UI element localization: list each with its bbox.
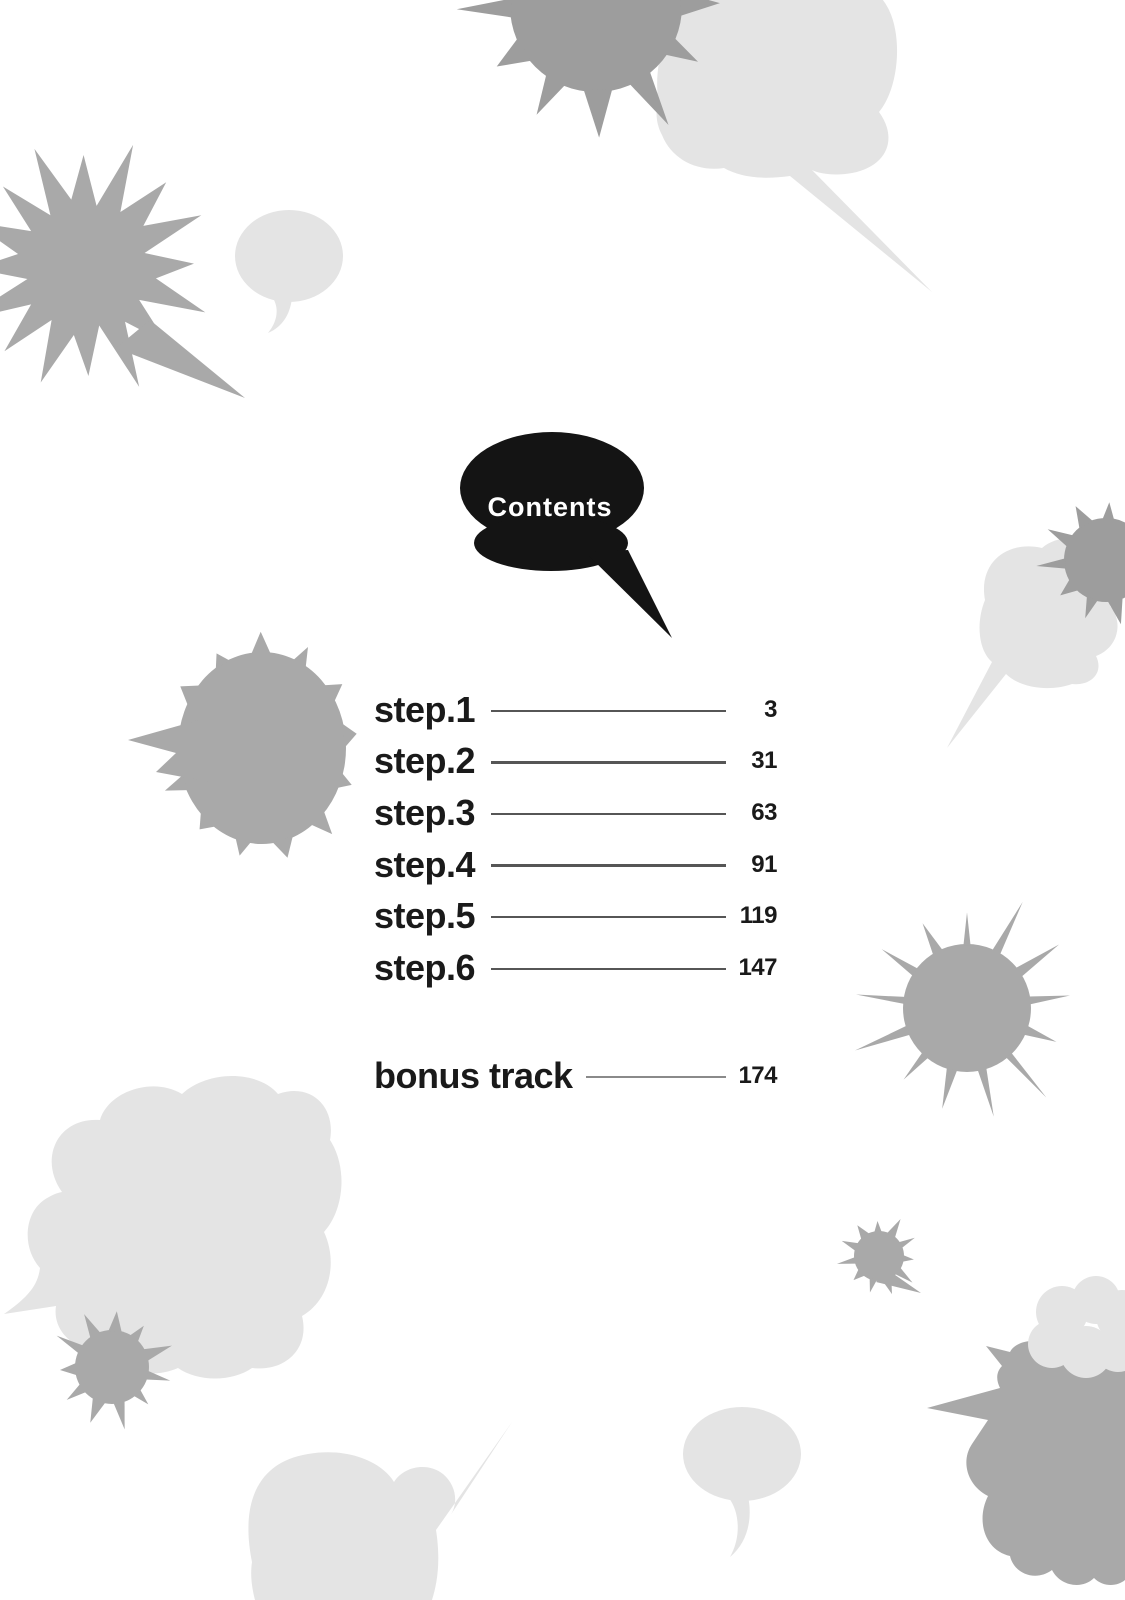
sun-burst-right-shape [855,902,1070,1117]
toc-entry-label: step.3 [374,791,476,833]
toc-leader-line [491,916,726,919]
speech-cloud-bottom-center-shape [248,1422,512,1600]
toc-entry [374,890,777,942]
toc-entry [374,942,777,994]
toc-leader-line [491,710,726,713]
toc-entry-label: step.1 [374,688,476,730]
toc-leader-line [491,968,726,971]
small-urchin-burst-shape [837,1219,921,1294]
toc-leader-line [491,761,726,764]
toc-entry-bonus [374,1051,777,1103]
toc-page-number: 147 [738,953,777,981]
flower-cloud-bottom-right-shape [1028,1276,1125,1378]
speech-bubble-small-top-shape [235,210,343,333]
toc-entry [374,787,777,839]
toc-page-number: 63 [751,798,777,826]
toc-entry-label: bonus track [374,1055,573,1097]
toc-leader-line [491,864,726,867]
toc-entry-label: step.4 [374,843,476,885]
toc-entry-label: step.6 [374,946,476,988]
starburst-left-shape [0,145,245,398]
toc-page-number: 119 [739,902,777,930]
spiky-cloud-left-shape [128,632,357,858]
toc-page-number: 91 [751,850,777,878]
speech-cloud-top-right-shape [657,0,932,292]
toc-page-number: 31 [751,747,777,775]
toc-entry-label: step.5 [374,895,476,937]
toc-page-number: 174 [738,1062,777,1090]
toc-entry [374,839,777,891]
thought-cloud-bottom-left-shape [4,1076,341,1379]
toc-leader-line [586,1076,726,1078]
toc-leader-line [491,813,726,816]
contents-title: Contents [487,492,613,522]
toc-entry [374,684,777,736]
toc-entry-label: step.2 [374,740,476,782]
contents-bubble-shape [460,432,672,638]
toc-entry [374,736,777,788]
toc-page-number: 3 [764,695,777,723]
toc-list [374,684,777,1102]
speech-bubble-small-bottom-shape [683,1407,801,1557]
